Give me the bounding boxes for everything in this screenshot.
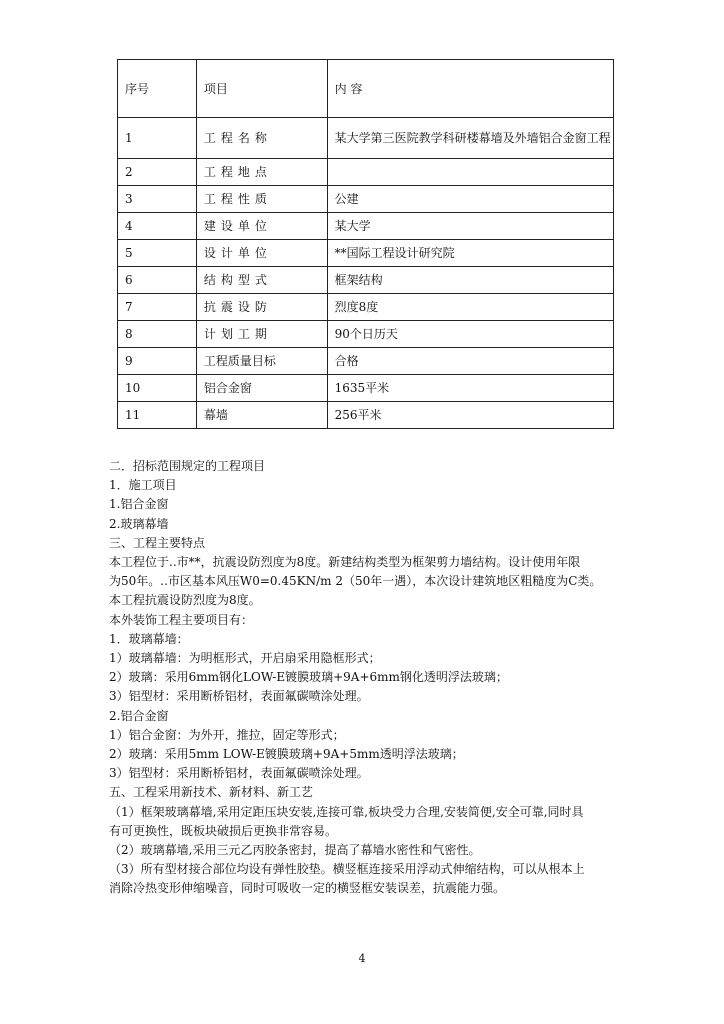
text-line: （2）玻璃幕墙,采用三元乙丙胶条密封，提高了幕墙水密性和气密性。 bbox=[109, 843, 481, 858]
table-row bbox=[118, 267, 614, 294]
section-heading-features: 三、工程主要特点 bbox=[109, 535, 206, 550]
text-line: 3）铝型材：采用断桥铝材，表面氟碳喷涂处理。 bbox=[109, 689, 369, 704]
table-cell: 建设单位 bbox=[196, 213, 327, 240]
table-row bbox=[118, 294, 614, 321]
project-info-table bbox=[117, 59, 614, 429]
text-line: （3）所有型材接合部位均设有弹性胶垫。横竖框连接采用浮动式伸缩结构，可以从根本上 bbox=[109, 862, 585, 877]
table-row bbox=[118, 118, 614, 159]
table-cell: 11 bbox=[118, 402, 197, 429]
text-line: 1）玻璃幕墙：为明框形式，开启扇采用隐框形式； bbox=[109, 651, 381, 666]
table-cell: 8 bbox=[118, 321, 197, 348]
table-cell: 2 bbox=[118, 159, 197, 186]
table-header-row bbox=[118, 60, 614, 118]
table-cell: 6 bbox=[118, 267, 197, 294]
table-cell: 某大学第三医院教学科研楼幕墙及外墙铝合金窗工程 bbox=[327, 118, 613, 159]
table-cell: 框架结构 bbox=[327, 267, 613, 294]
table-cell: 工程性质 bbox=[196, 186, 327, 213]
text-line: 1）铝合金窗：为外开，推拉，固定等形式； bbox=[109, 727, 345, 742]
section-heading-scope: 二．招标范围规定的工程项目 bbox=[109, 459, 266, 473]
text-line: 为50年。..市区基本风压W0=0.45KN/m 2（50年一遇），本次设计建筑地区粗糙度为C类。 bbox=[109, 574, 602, 589]
header-cell: 内 容 bbox=[327, 60, 613, 118]
table-cell: 工程质量目标 bbox=[196, 348, 327, 375]
table-cell: 合格 bbox=[327, 348, 613, 375]
text-line: 2）玻璃：采用6mm钢化LOW-E镀膜玻璃+9A+6mm钢化透明浮法玻璃； bbox=[109, 670, 508, 685]
text-line: （1）框架玻璃幕墙,采用定距压块安装,连接可靠,板块受力合理,安装简便,安全可靠,同时具 bbox=[109, 804, 584, 819]
table-cell: 10 bbox=[118, 375, 197, 402]
header-cell: 序号 bbox=[118, 60, 197, 118]
table-row bbox=[118, 186, 614, 213]
table-cell: 256平米 bbox=[327, 402, 613, 429]
table-cell: 工程名称 bbox=[196, 118, 327, 159]
table-cell: 9 bbox=[118, 348, 197, 375]
table-row bbox=[118, 321, 614, 348]
section-heading-new-tech: 五、工程采用新技术、新材料、新工艺 bbox=[109, 785, 314, 800]
page-number: 4 bbox=[358, 952, 366, 965]
text-line: 本工程抗震设防烈度为8度。 bbox=[109, 593, 261, 608]
table-row bbox=[118, 240, 614, 267]
table-cell: 工程地点 bbox=[196, 159, 327, 186]
body-text bbox=[109, 457, 619, 899]
table-cell: 4 bbox=[118, 213, 197, 240]
table-cell: 7 bbox=[118, 294, 197, 321]
table-row bbox=[118, 159, 614, 186]
table-row bbox=[118, 348, 614, 375]
table-cell: 90个日历天 bbox=[327, 321, 613, 348]
text-line: 有可更换性，既板块破损后更换非常容易。 bbox=[109, 823, 338, 838]
text-line: 2）玻璃：采用5mm LOW-E镀膜玻璃+9A+5mm透明浮法玻璃； bbox=[109, 747, 464, 762]
table-cell: 1 bbox=[118, 118, 197, 159]
table-cell: 5 bbox=[118, 240, 197, 267]
table-cell: 结构型式 bbox=[196, 267, 327, 294]
header-cell: 项目 bbox=[196, 60, 327, 118]
table-cell: **国际工程设计研究院 bbox=[327, 240, 613, 267]
table-cell: 1635平米 bbox=[327, 375, 613, 402]
text-line: 2.铝合金窗 bbox=[109, 708, 169, 723]
text-line: 1．施工项目 bbox=[109, 478, 177, 493]
text-line: 1．玻璃幕墙： bbox=[109, 631, 189, 646]
text-line: 本工程位于..市**，抗震设防烈度为8度。新建结构类型为框架剪力墙结构。设计使用年限 bbox=[109, 555, 581, 570]
table-row bbox=[118, 402, 614, 429]
text-line: 本外装饰工程主要项目有： bbox=[109, 612, 254, 627]
table-cell: 计划工期 bbox=[196, 321, 327, 348]
table-cell: 设计单位 bbox=[196, 240, 327, 267]
table-row bbox=[118, 213, 614, 240]
table-cell: 铝合金窗 bbox=[196, 375, 327, 402]
text-line: 3）铝型材：采用断桥铝材，表面氟碳喷涂处理。 bbox=[109, 766, 369, 781]
table-cell: 3 bbox=[118, 186, 197, 213]
text-line: 2.玻璃幕墙 bbox=[109, 516, 169, 531]
text-line: 1.铝合金窗 bbox=[109, 497, 169, 512]
table-cell: 某大学 bbox=[327, 213, 613, 240]
table-cell: 公建 bbox=[327, 186, 613, 213]
table-row bbox=[118, 375, 614, 402]
table-cell: 抗震设防 bbox=[196, 294, 327, 321]
table-cell: 烈度8度 bbox=[327, 294, 613, 321]
text-line: 消除冷热变形伸缩噪音，同时可吸收一定的横竖框安装误差，抗震能力强。 bbox=[109, 881, 506, 896]
table-cell: 幕墙 bbox=[196, 402, 327, 429]
table-cell bbox=[327, 159, 613, 186]
